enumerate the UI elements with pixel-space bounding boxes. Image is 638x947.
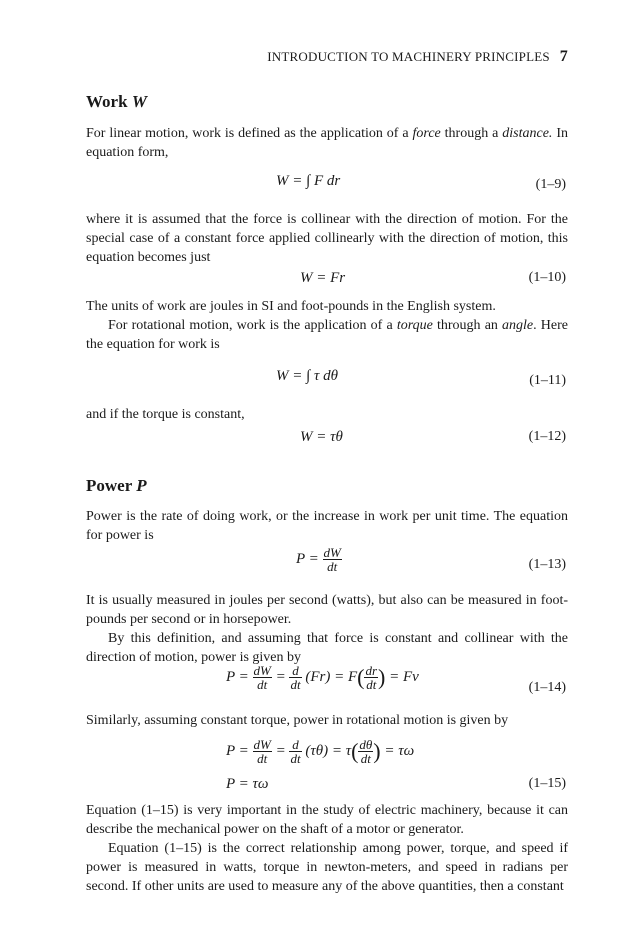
equation-number-1-15: (1–15) [528, 776, 566, 791]
power-paragraph-6: Equation (1–15) is the correct relationship among power, torque, and speed if power is measured in watts, torque in newton-meters, and speed in radians per second. If other units are used to measure any of the above quantities, then a constant [86, 841, 568, 894]
work-paragraph-1: For linear motion, work is defined as the application of a force through a distance. In equation form, [86, 126, 568, 160]
equation-number-1-14: (1–14) [528, 680, 566, 695]
running-header [267, 48, 568, 66]
equation-number-1-11: (1–11) [529, 373, 566, 388]
running-title: INTRODUCTION TO MACHINERY PRINCIPLES [267, 49, 550, 64]
equation-1-12: W = τθ [300, 429, 343, 445]
work-paragraph-4: For rotational motion, work is the application of a torque through an angle. Here the equation for work is [86, 318, 568, 352]
equation-number-1-12: (1–12) [528, 429, 566, 444]
equation-1-15-derivation: P = $\frac{dW}{dt}$ = $\frac{d}{dt}$ (τθ) = τ( $\frac{d\theta}{dt}$ ) = τω [226, 737, 415, 766]
equation-1-14: P = $\frac{dW}{dt}$ = $\frac{d}{dt}$ (Fr) = F( $\frac{dr}{dt}$ ) = Fv [226, 663, 419, 692]
work-paragraph-3: The units of work are joules in SI and foot-pounds in the English system. [86, 299, 496, 314]
equation-1-10: W = Fr [300, 270, 346, 286]
section-heading-power: Power P [86, 476, 147, 495]
page-number: 7 [559, 48, 568, 65]
power-paragraph-3: By this definition, and assuming that force is constant and collinear with the direction of motion, power is given by [86, 631, 568, 665]
equation-number-1-13: (1–13) [528, 557, 566, 572]
equation-1-13: P = $\frac{dW}{dt}$ [296, 545, 341, 574]
power-paragraph-2: It is usually measured in joules per second (watts), but also can be measured in foot-pounds per second or in horsepower. [86, 593, 568, 627]
power-paragraph-1: Power is the rate of doing work, or the increase in work per unit time. The equation for power is [86, 509, 568, 543]
power-paragraph-4: Similarly, assuming constant torque, power in rotational motion is given by [86, 713, 509, 728]
equation-1-9: W = ∫ F dr [276, 173, 341, 189]
power-paragraph-5: Equation (1–15) is very important in the study of electric machinery, because it can describe the mechanical power on the shaft of a motor or generator. [86, 803, 568, 837]
work-paragraph-2: where it is assumed that the force is collinear with the direction of motion. For the special case of a constant force applied collinearly with the direction of motion, this equation becomes just [86, 212, 568, 265]
work-paragraph-5: and if the torque is constant, [86, 407, 245, 422]
equation-number-1-10: (1–10) [528, 270, 566, 285]
equation-1-11: W = ∫ τ dθ [276, 368, 338, 384]
equation-1-15: P = τω [226, 776, 269, 792]
equation-number-1-9: (1–9) [535, 177, 566, 192]
section-heading-work: Work W [86, 92, 147, 111]
